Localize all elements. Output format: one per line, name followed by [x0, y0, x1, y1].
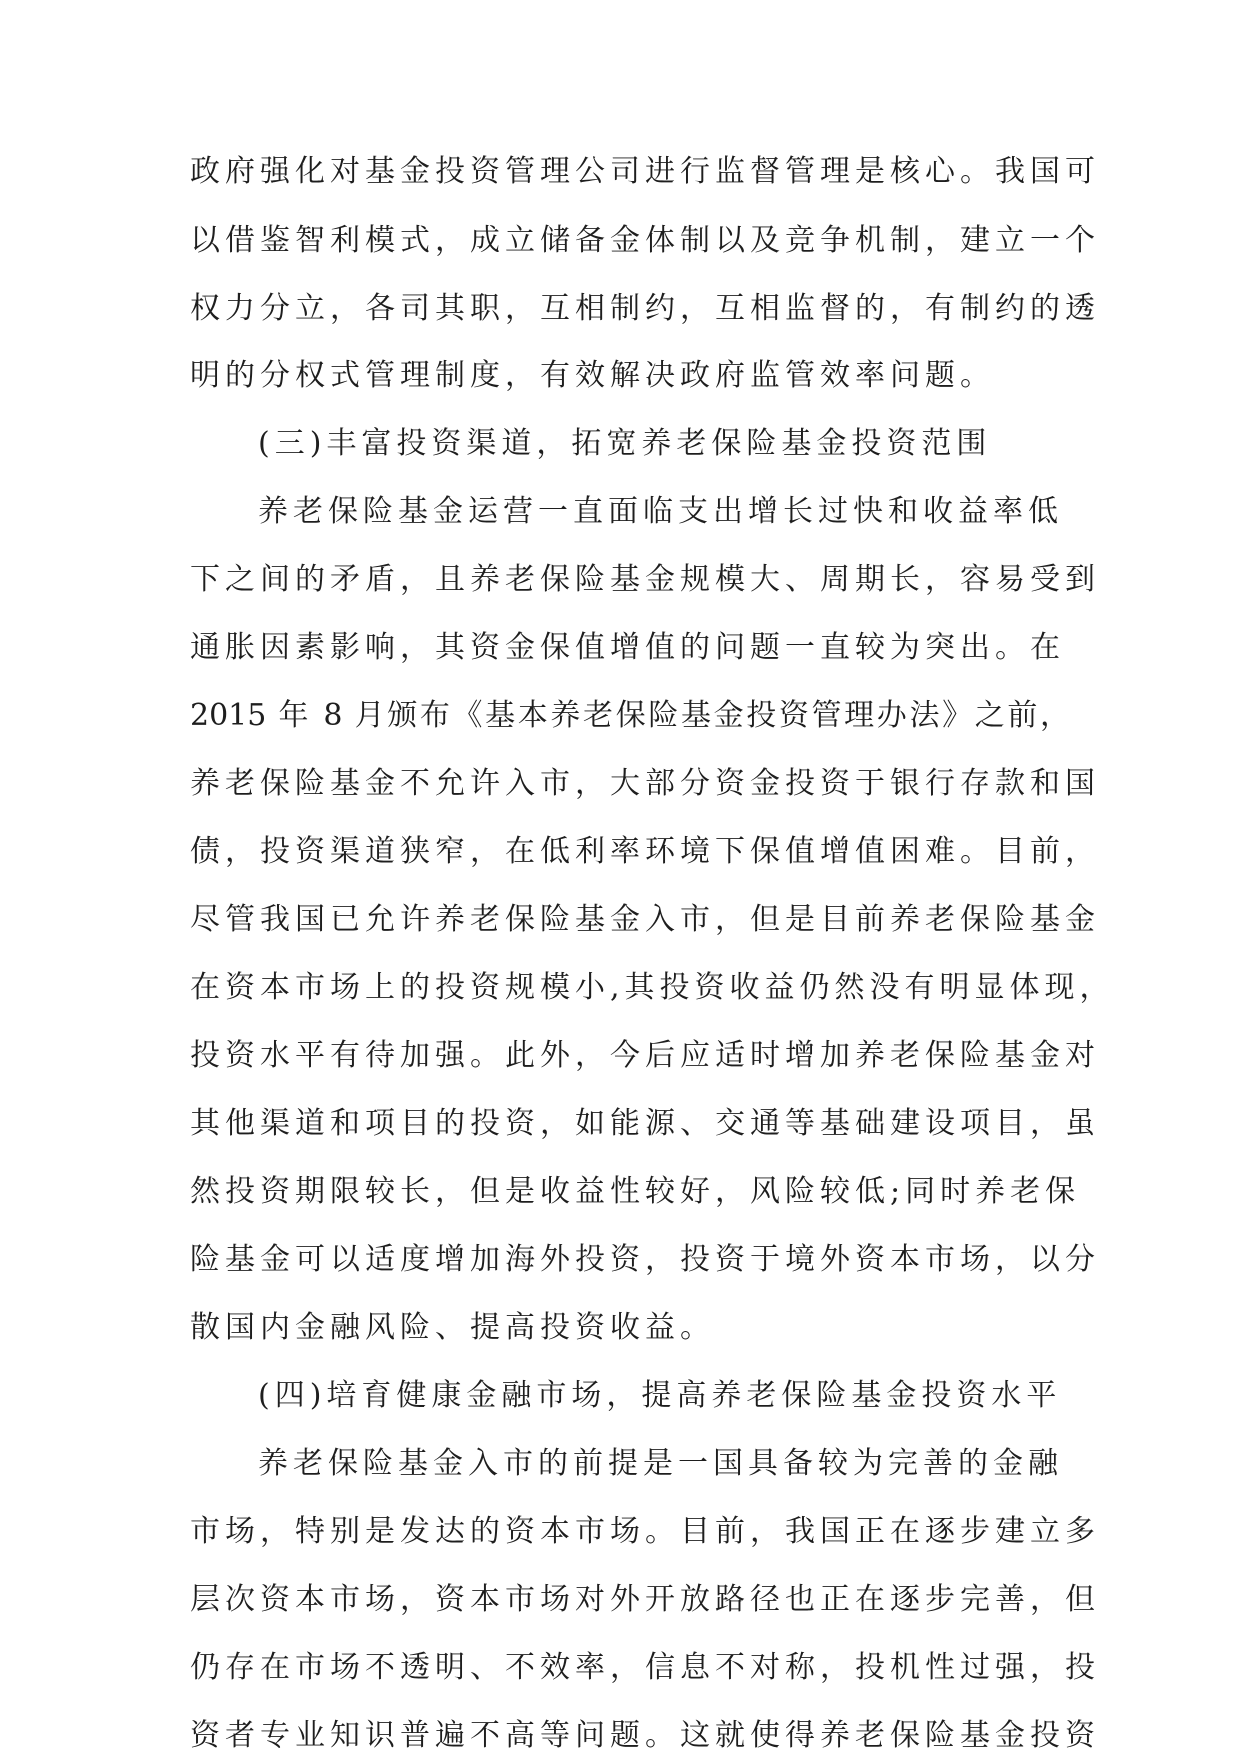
paragraph-line: 尽管我国已允许养老保险基金入市，但是目前养老保险基金 — [190, 902, 1100, 937]
paragraph-line: 险基金可以适度增加海外投资，投资于境外资本市场，以分 — [190, 1242, 1100, 1277]
paragraph-line: 养老保险基金入市的前提是一国具备较为完善的金融 — [258, 1446, 1063, 1481]
section-heading-3: (三)丰富投资渠道，拓宽养老保险基金投资范围 — [258, 426, 992, 461]
paragraph-line: 通胀因素影响，其资金保值增值的问题一直较为突出。在 — [190, 630, 1065, 665]
paragraph-line: 下之间的矛盾，且养老保险基金规模大、周期长，容易受到 — [190, 562, 1100, 597]
paragraph-line: 养老保险基金不允许入市，大部分资金投资于银行存款和国 — [190, 766, 1100, 801]
paragraph-line: 债，投资渠道狭窄，在低利率环境下保值增值困难。目前， — [190, 834, 1100, 869]
paragraph-line: 以借鉴智利模式，成立储备金体制以及竞争机制，建立一个 — [190, 223, 1100, 258]
paragraph-line: 其他渠道和项目的投资，如能源、交通等基础建设项目，虽 — [190, 1106, 1100, 1141]
paragraph-line: 层次资本市场，资本市场对外开放路径也正在逐步完善，但 — [190, 1582, 1100, 1617]
paragraph-line: 在资本市场上的投资规模小,其投资收益仍然没有明显体现， — [190, 970, 1115, 1005]
paragraph-line: 明的分权式管理制度，有效解决政府监管效率问题。 — [190, 358, 995, 393]
paragraph-line: 散国内金融风险、提高投资收益。 — [190, 1310, 715, 1345]
paragraph-line: 2015 年 8 月颁布《基本养老保险基金投资管理办法》之前， — [190, 698, 1070, 733]
paragraph-line: 权力分立，各司其职，互相制约，互相监督的，有制约的透 — [190, 291, 1100, 326]
paragraph-line: 市场，特别是发达的资本市场。目前，我国正在逐步建立多 — [190, 1514, 1100, 1549]
section-heading-4: (四)培育健康金融市场，提高养老保险基金投资水平 — [258, 1378, 1062, 1413]
paragraph-line: 投资水平有待加强。此外，今后应适时增加养老保险基金对 — [190, 1038, 1100, 1073]
paragraph-line: 资者专业知识普遍不高等问题。这就使得养老保险基金投资 — [190, 1718, 1100, 1752]
paragraph-line: 然投资期限较长，但是收益性较好，风险较低;同时养老保 — [190, 1174, 1081, 1209]
paragraph-line: 仍存在市场不透明、不效率，信息不对称，投机性过强，投 — [190, 1650, 1100, 1685]
paragraph-line: 养老保险基金运营一直面临支出增长过快和收益率低 — [258, 494, 1063, 529]
paragraph-line: 政府强化对基金投资管理公司进行监督管理是核心。我国可 — [190, 154, 1100, 189]
